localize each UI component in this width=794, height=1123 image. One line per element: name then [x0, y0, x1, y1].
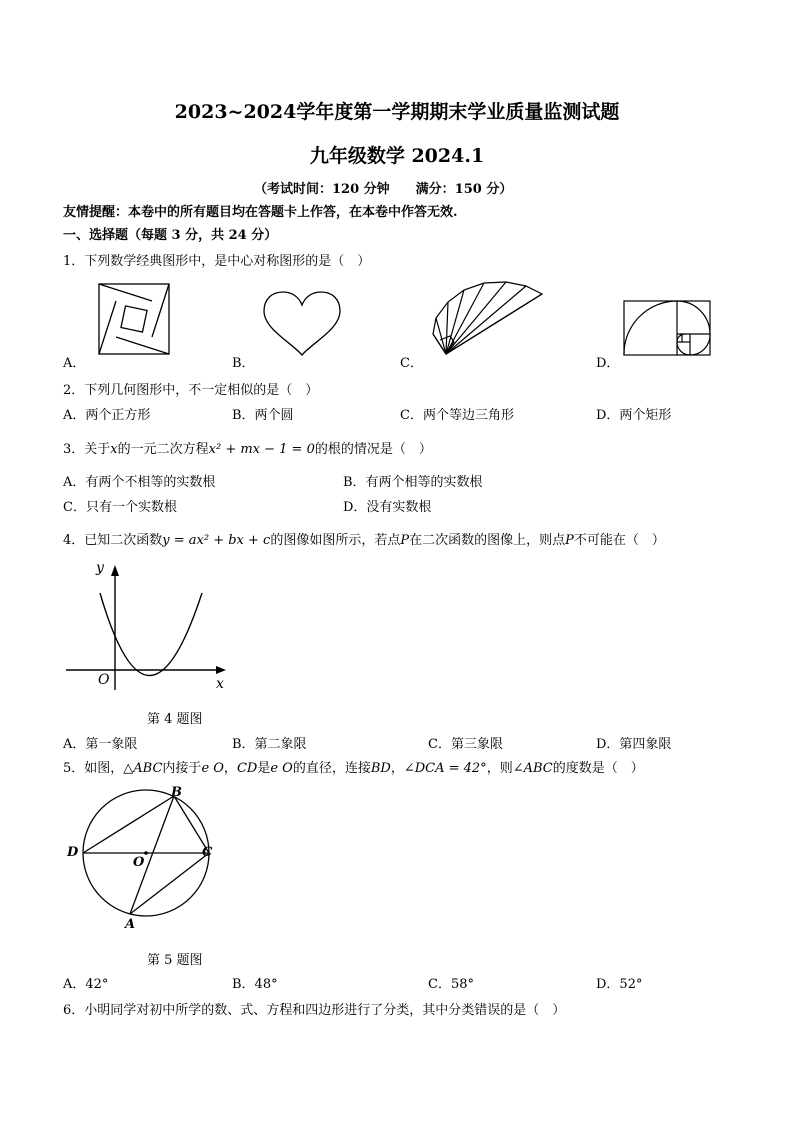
q2-option-a: A．两个正方形	[63, 408, 151, 423]
q5-caption: 第 5 题图	[147, 953, 203, 968]
q1-option-d: D．	[596, 356, 620, 371]
q3-equation: x² + mx − 1 = 0	[208, 442, 315, 457]
q4-axis-x-label: x	[216, 676, 224, 692]
q2-option-d: D．两个矩形	[596, 408, 672, 423]
q4-option-a: A．第一象限	[63, 737, 138, 752]
q4-stem	[63, 529, 665, 548]
q3-stem-pre: 3．关于	[63, 442, 111, 457]
q4-stem-mid2: 在二次函数的图像上，则点	[409, 533, 566, 548]
q5-stem-f: ，则	[486, 761, 513, 776]
q5-stem-e: ，	[390, 761, 404, 776]
q5-label-a: A	[125, 917, 136, 932]
q5-label-c: C	[202, 845, 213, 860]
q6-stem: 6．小明同学对初中所学的数、式、方程和四边形进行了分类，其中分类错误的是（ ）	[63, 1003, 566, 1018]
q5-stem-b: ，	[223, 761, 237, 776]
q5-circle-2: e O	[270, 761, 293, 776]
q1-figure-b	[262, 291, 342, 357]
q5-stem-pre: 5．如图，	[63, 761, 124, 776]
q4-option-d: D．第四象限	[596, 737, 672, 752]
q5-segment-bd	[83, 796, 174, 853]
q1-figure-c	[428, 280, 548, 360]
q4-option-b: B．第二象限	[232, 737, 307, 752]
q4-stem-post: 不可能在（ ）	[573, 533, 665, 548]
q5-label-b: B	[171, 785, 182, 800]
q4-stem-mid: 的图像如图所示，若点	[270, 533, 401, 548]
q5-stem-c: 是	[257, 761, 271, 776]
q1-figure-d	[623, 300, 711, 356]
q5-stem-a: 内接于	[162, 761, 202, 776]
paper-title: 2023~2024学年度第一学期期末学业质量监测试题	[174, 101, 620, 123]
q5-cd: CD	[236, 761, 258, 776]
q3-option-d: D．没有实数根	[343, 500, 432, 515]
q5-option-b: B．48°	[232, 977, 278, 992]
q4-y-arrow	[111, 565, 119, 576]
q5-option-d: D．52°	[596, 977, 643, 992]
q5-circle-1: e O	[201, 761, 224, 776]
section-heading: 一、选择题（每题 3 分，共 24 分）	[63, 228, 278, 243]
paper-subtitle: 九年级数学 2024.1	[309, 145, 485, 167]
q1-figure-a	[98, 283, 170, 355]
q2-option-b: B．两个圆	[232, 408, 294, 423]
q5-triangle: △ABC	[123, 761, 163, 776]
q4-point: P	[400, 533, 410, 548]
q5-bd: BD	[370, 761, 391, 776]
q4-equation: y = ax² + bx + c	[162, 533, 271, 548]
q5-option-a: A．42°	[63, 977, 109, 992]
q4-axis-y-label: y	[96, 560, 104, 576]
q5-stem	[63, 757, 644, 776]
q3-option-c: C．只有一个实数根	[63, 500, 177, 515]
q2-option-c: C．两个等边三角形	[400, 408, 514, 423]
q1-option-a: A．	[63, 356, 86, 371]
q5-stem-g: 的度数是（ ）	[552, 761, 644, 776]
q5-label-d: D	[67, 845, 79, 860]
q4-option-c: C．第三象限	[428, 737, 503, 752]
q5-label-o: O	[133, 855, 145, 870]
q3-option-a: A．有两个不相等的实数根	[63, 475, 216, 490]
q4-stem-pre: 4．已知二次函数	[63, 533, 163, 548]
q4-point2: P	[565, 533, 574, 548]
q5-center-dot	[144, 851, 148, 855]
q5-option-c: C．58°	[428, 977, 474, 992]
q4-caption: 第 4 题图	[147, 712, 203, 727]
exam-info: （考试时间：120 分钟 满分：150 分）	[254, 182, 513, 197]
q3-option-b: B．有两个相等的实数根	[343, 475, 483, 490]
q3-stem-mid: 的一元二次方程	[117, 442, 209, 457]
q5-angle-2: ∠ABC	[512, 761, 553, 776]
q5-angle: ∠DCA = 42°	[403, 761, 487, 776]
q4-origin-label: O	[98, 672, 110, 688]
q4-x-arrow	[216, 666, 226, 674]
q1-option-b: B．	[232, 356, 255, 371]
q2-stem: 2．下列几何图形中，不一定相似的是（ ）	[63, 383, 319, 398]
q3-var-x: x	[110, 442, 118, 457]
q5-stem-d: 的直径，连接	[292, 761, 371, 776]
q3-stem	[63, 438, 432, 457]
q1-option-c: C．	[400, 356, 423, 371]
q1-stem: 1．下列数学经典图形中，是中心对称图形的是（ ）	[63, 254, 371, 269]
q3-stem-post: 的根的情况是（ ）	[314, 442, 432, 457]
q5-circle-figure	[76, 790, 216, 922]
reminder: 友情提醒：本卷中的所有题目均在答题卡上作答，在本卷中作答无效.	[63, 205, 458, 220]
q4-parabola-graph	[66, 560, 236, 695]
